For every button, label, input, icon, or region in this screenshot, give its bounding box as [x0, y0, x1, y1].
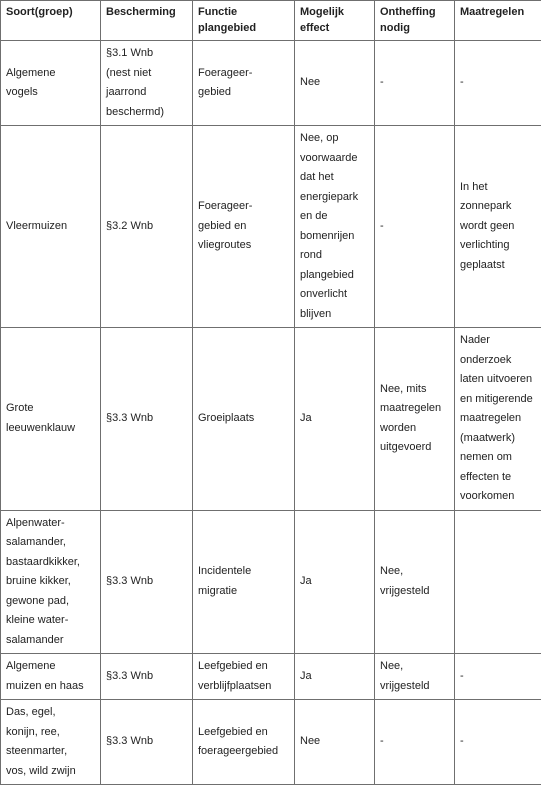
table-cell: Foerageer- gebied — [193, 41, 295, 126]
table-cell: Alpenwater- salamander, bastaardkikker, bruine kikker, gewone pad, kleine water- salamander — [1, 510, 101, 654]
table-row — [1, 328, 541, 511]
table-row — [1, 700, 541, 785]
header-cell-soortgroep: Soort(groep) — [1, 1, 101, 41]
header-cell-maatregelen: Maatregelen — [455, 1, 541, 41]
table-cell: - — [375, 126, 455, 328]
table-row — [1, 41, 541, 126]
table-cell: Nee, vrijgesteld — [375, 510, 455, 654]
table-cell: Vleermuizen — [1, 126, 101, 328]
header-cell-functie-plangebied: Functie plangebied — [193, 1, 295, 41]
table-cell: Nee, op voorwaarde dat het energiepark en de bomenrijen rond plangebied onverlicht blijven — [295, 126, 375, 328]
table-cell: §3.3 Wnb — [101, 654, 193, 700]
table-cell: - — [455, 41, 541, 126]
table-cell: Ja — [295, 328, 375, 511]
table-cell: Algemene muizen en haas — [1, 654, 101, 700]
table-cell: Incidentele migratie — [193, 510, 295, 654]
table-cell: Groeiplaats — [193, 328, 295, 511]
table-row — [1, 510, 541, 654]
table-cell — [455, 510, 541, 654]
table-cell: - — [375, 41, 455, 126]
table-cell: §3.3 Wnb — [101, 328, 193, 511]
table-cell: Leefgebied en verblijfplaatsen — [193, 654, 295, 700]
table-cell: §3.3 Wnb — [101, 700, 193, 785]
table-cell: Das, egel, konijn, ree, steenmarter, vos, wild zwijn — [1, 700, 101, 785]
table-cell: Nader onderzoek laten uitvoeren en mitigerende maatregelen (maatwerk) nemen om effecten te voorkomen — [455, 328, 541, 511]
table-cell: Nee — [295, 41, 375, 126]
table-cell: - — [375, 700, 455, 785]
table-cell: §3.3 Wnb — [101, 510, 193, 654]
header-cell-mogelijk-effect: Mogelijk effect — [295, 1, 375, 41]
table-cell: §3.1 Wnb (nest niet jaarrond beschermd) — [101, 41, 193, 126]
table-cell: Nee, mits maatregelen worden uitgevoerd — [375, 328, 455, 511]
header-cell-ontheffing-nodig: Ontheffing nodig — [375, 1, 455, 41]
table-cell: Ja — [295, 510, 375, 654]
table-cell: Leefgebied en foerageergebied — [193, 700, 295, 785]
table-row — [1, 126, 541, 328]
table-cell: In het zonnepark wordt geen verlichting geplaatst — [455, 126, 541, 328]
table-cell: Algemene vogels — [1, 41, 101, 126]
table-cell: Nee — [295, 700, 375, 785]
table-cell: Nee, vrijgesteld — [375, 654, 455, 700]
table-cell: - — [455, 654, 541, 700]
table-cell: Foerageer- gebied en vliegroutes — [193, 126, 295, 328]
header-cell-bescherming: Bescherming — [101, 1, 193, 41]
table-cell: Ja — [295, 654, 375, 700]
table-cell: Grote leeuwenklauw — [1, 328, 101, 511]
table-cell: - — [455, 700, 541, 785]
table-header-row — [1, 1, 541, 41]
table-row — [1, 654, 541, 700]
table-cell: §3.2 Wnb — [101, 126, 193, 328]
